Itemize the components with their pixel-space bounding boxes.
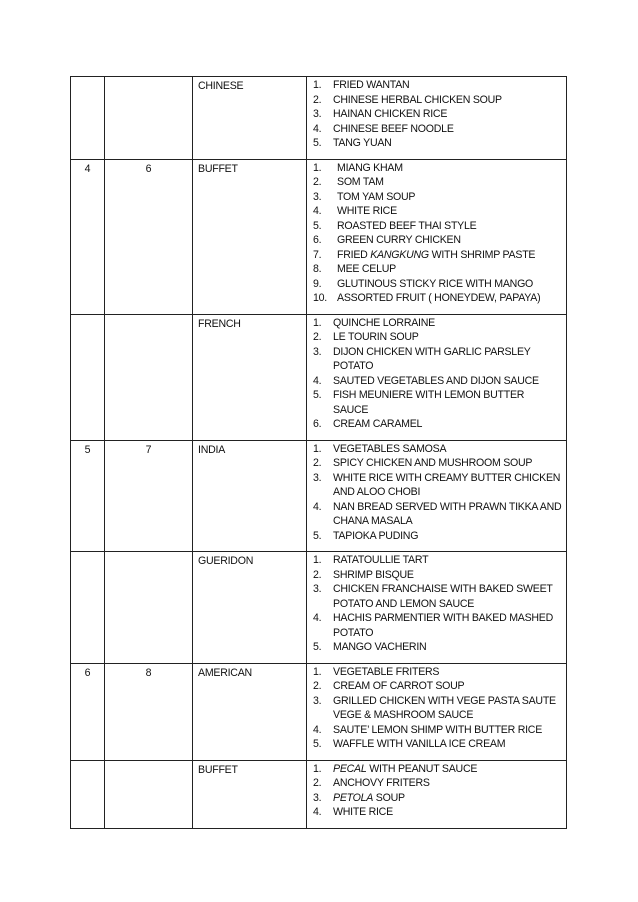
dish-item — [313, 694, 562, 723]
dish-item — [313, 204, 562, 219]
dish-name: ANCHOVY FRITERS — [333, 777, 430, 789]
dish-name-italic: PETOLA — [333, 791, 374, 804]
dish-name: ROASTED BEEF THAI STYLE — [337, 219, 477, 232]
dish-name-italic: KANGKUNG — [370, 248, 429, 261]
dish-item — [313, 291, 562, 306]
dish-number: 4. — [313, 612, 322, 624]
dish-name-suffix: SOUP — [373, 791, 405, 804]
dish-item — [313, 762, 562, 777]
cuisine-cell: AMERICAN — [193, 663, 307, 760]
dish-item — [313, 805, 562, 820]
dish-item — [313, 107, 562, 122]
dish-name: SPICY CHICKEN AND MUSHROOM SOUP — [333, 457, 533, 469]
day-cell: 7 — [105, 440, 193, 552]
dish-item — [313, 442, 562, 457]
dish-item — [313, 388, 562, 417]
dish-list — [313, 442, 562, 544]
dish-name-prefix: FRIED — [337, 248, 371, 261]
dish-list — [313, 553, 562, 655]
day-cell — [105, 77, 193, 160]
dish-number: 5. — [313, 529, 322, 542]
dish-number: 1. — [313, 79, 322, 91]
dish-name: CREAM CARAMEL — [333, 418, 423, 430]
dish-number: 1. — [313, 665, 322, 678]
dish-item — [313, 190, 562, 205]
dish-name: NAN BREAD SERVED WITH PRAWN TIKKA AND CHANA MASALA — [333, 500, 562, 527]
dish-number: 2. — [313, 176, 322, 188]
dish-item — [313, 316, 562, 331]
dish-name: GREEN CURRY CHICKEN — [337, 234, 461, 246]
dish-name: VEGETABLES SAMOSA — [333, 442, 447, 455]
dish-name: SHRIMP BISQUE — [333, 568, 414, 581]
dish-item — [313, 553, 562, 568]
dish-item — [313, 679, 562, 694]
menu-cell — [307, 663, 567, 760]
menu-cell — [307, 440, 567, 552]
dish-item — [313, 233, 562, 248]
dish-name: HACHIS PARMENTIER WITH BAKED MASHED POTATO — [333, 612, 554, 639]
week-cell: 6 — [71, 663, 105, 760]
dish-item — [313, 417, 562, 432]
dish-name: GLUTINOUS STICKY RICE WITH MANGO — [337, 277, 534, 290]
day-cell — [105, 314, 193, 440]
week-cell — [71, 314, 105, 440]
dish-item — [313, 277, 562, 292]
dish-name: RATATOULLIE TART — [333, 554, 429, 566]
table-row — [71, 760, 567, 828]
dish-name: CREAM OF CARROT SOUP — [333, 680, 465, 692]
day-cell: 8 — [105, 663, 193, 760]
dish-list — [313, 161, 562, 306]
dish-list — [313, 665, 562, 752]
dish-number: 4. — [313, 723, 322, 736]
dish-item — [313, 529, 562, 544]
dish-number: 3. — [313, 791, 322, 804]
dish-number: 5. — [313, 641, 322, 653]
dish-name: DIJON CHICKEN WITH GARLIC PARSLEY POTATO — [333, 345, 531, 372]
dish-number: 2. — [313, 457, 322, 469]
table-row — [71, 663, 567, 760]
dish-item — [313, 122, 562, 137]
dish-item — [313, 568, 562, 583]
table-row — [71, 77, 567, 160]
dish-name: ASSORTED FRUIT ( HONEYDEW, PAPAYA) — [337, 292, 541, 304]
dish-name: HAINAN CHICKEN RICE — [333, 108, 448, 120]
dish-number: 5. — [313, 389, 322, 401]
menu-cell — [307, 314, 567, 440]
dish-name: TOM YAM SOUP — [337, 190, 416, 203]
dish-item — [313, 665, 562, 680]
cuisine-cell: CHINESE — [193, 77, 307, 160]
dish-item — [313, 175, 562, 190]
dish-number: 1. — [313, 442, 322, 455]
dish-number: 5. — [313, 219, 322, 232]
dish-item — [313, 611, 562, 640]
dish-number: 3. — [313, 471, 322, 484]
day-cell — [105, 552, 193, 664]
menu-cell — [307, 159, 567, 314]
dish-number: 3. — [313, 345, 322, 358]
week-cell — [71, 552, 105, 664]
dish-number: 2. — [313, 680, 322, 692]
dish-number: 2. — [313, 777, 322, 789]
cuisine-cell: BUFFET — [193, 760, 307, 828]
dish-item — [313, 78, 562, 93]
dish-number: 7. — [313, 248, 322, 261]
dish-number: 5. — [313, 738, 322, 750]
dish-item — [313, 456, 562, 471]
menu-table-body — [71, 77, 567, 829]
menu-cell — [307, 552, 567, 664]
cuisine-cell: INDIA — [193, 440, 307, 552]
dish-number: 4. — [313, 500, 322, 513]
dish-number: 4. — [313, 374, 322, 387]
dish-name-italic: PECAL — [333, 762, 367, 775]
dish-number: 3. — [313, 190, 322, 203]
menu-schedule-table — [70, 76, 567, 829]
dish-item — [313, 248, 562, 263]
table-row — [71, 440, 567, 552]
dish-name: LE TOURIN SOUP — [333, 331, 419, 343]
dish-number: 10. — [313, 292, 327, 304]
dish-list — [313, 316, 562, 432]
dish-item — [313, 500, 562, 529]
dish-item — [313, 161, 562, 176]
dish-name: CHINESE HERBAL CHICKEN SOUP — [333, 93, 502, 106]
dish-number: 3. — [313, 108, 322, 120]
dish-number: 4. — [313, 122, 322, 135]
dish-name: WHITE RICE — [337, 205, 397, 217]
dish-item — [313, 737, 562, 752]
dish-name: MIANG KHAM — [337, 161, 403, 174]
dish-number: 1. — [313, 161, 322, 174]
dish-name: VEGETABLE FRITERS — [333, 665, 440, 678]
menu-cell — [307, 77, 567, 160]
dish-number: 3. — [313, 583, 322, 595]
cuisine-cell: BUFFET — [193, 159, 307, 314]
dish-name: FISH MEUNIERE WITH LEMON BUTTER SAUCE — [333, 389, 525, 416]
dish-name: TAPIOKA PUDING — [333, 529, 419, 542]
day-cell: 6 — [105, 159, 193, 314]
dish-item — [313, 374, 562, 389]
dish-name: WAFFLE WITH VANILLA ICE CREAM — [333, 738, 506, 750]
dish-list — [313, 762, 562, 820]
dish-number: 4. — [313, 806, 322, 818]
cuisine-cell: FRENCH — [193, 314, 307, 440]
dish-number: 5. — [313, 137, 322, 149]
dish-name: SAUTE’ LEMON SHIMP WITH BUTTER RICE — [333, 723, 543, 736]
dish-list — [313, 78, 562, 151]
dish-item — [313, 330, 562, 345]
dish-number: 1. — [313, 316, 322, 329]
menu-cell — [307, 760, 567, 828]
dish-number: 2. — [313, 331, 322, 343]
dish-number: 6. — [313, 234, 322, 246]
dish-item — [313, 93, 562, 108]
week-cell — [71, 77, 105, 160]
dish-number: 4. — [313, 205, 322, 217]
cuisine-cell: GUERIDON — [193, 552, 307, 664]
dish-number: 6. — [313, 418, 322, 430]
dish-item — [313, 723, 562, 738]
dish-item — [313, 471, 562, 500]
dish-name: SAUTED VEGETABLES AND DIJON SAUCE — [333, 374, 539, 387]
table-row — [71, 314, 567, 440]
dish-number: 2. — [313, 93, 322, 106]
week-cell: 5 — [71, 440, 105, 552]
dish-item — [313, 776, 562, 791]
dish-number: 8. — [313, 263, 322, 275]
week-cell — [71, 760, 105, 828]
dish-number: 2. — [313, 568, 322, 581]
dish-item — [313, 640, 562, 655]
dish-name: MANGO VACHERIN — [333, 641, 427, 653]
dish-item — [313, 791, 562, 806]
dish-item — [313, 582, 562, 611]
week-cell: 4 — [71, 159, 105, 314]
dish-number: 9. — [313, 277, 322, 290]
dish-name: CHINESE BEEF NOODLE — [333, 122, 454, 135]
dish-item — [313, 219, 562, 234]
day-cell — [105, 760, 193, 828]
dish-name: TANG YUAN — [333, 137, 392, 149]
dish-number: 1. — [313, 554, 322, 566]
dish-name: WHITE RICE WITH CREAMY BUTTER CHICKEN AND ALOO CHOBI — [333, 471, 561, 498]
dish-name-suffix: WITH SHRIMP PASTE — [428, 248, 536, 261]
dish-name: SOM TAM — [337, 176, 384, 188]
dish-number: 3. — [313, 694, 322, 707]
dish-item — [313, 262, 562, 277]
dish-number: 1. — [313, 762, 322, 775]
dish-name: CHICKEN FRANCHAISE WITH BAKED SWEET POTATO AND LEMON SAUCE — [333, 583, 553, 610]
table-row — [71, 159, 567, 314]
dish-name: WHITE RICE — [333, 806, 393, 818]
dish-name: FRIED WANTAN — [333, 79, 410, 91]
dish-name: MEE CELUP — [337, 263, 396, 275]
dish-name: GRILLED CHICKEN WITH VEGE PASTA SAUTE VEGE & MASHROOM SAUCE — [333, 694, 556, 721]
dish-name-suffix: WITH PEANUT SAUCE — [366, 762, 478, 775]
table-row — [71, 552, 567, 664]
dish-item — [313, 136, 562, 151]
dish-item — [313, 345, 562, 374]
dish-name: QUINCHE LORRAINE — [333, 316, 435, 329]
